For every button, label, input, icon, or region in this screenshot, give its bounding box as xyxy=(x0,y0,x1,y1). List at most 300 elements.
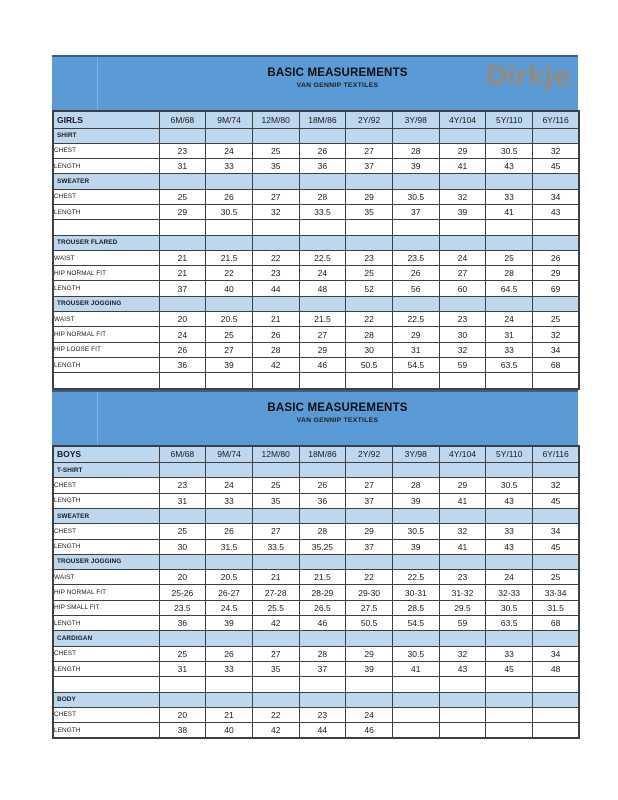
value-cell xyxy=(392,554,439,569)
value-cell: 37 xyxy=(346,539,393,554)
value-cell xyxy=(486,677,533,692)
row-label-cell: CHEST xyxy=(53,646,159,661)
measurement-row xyxy=(53,570,579,585)
value-cell: 56 xyxy=(392,281,439,296)
value-cell: 37 xyxy=(299,661,346,676)
row-label-cell: WAIST xyxy=(53,250,159,265)
value-cell: 28-29 xyxy=(299,585,346,600)
value-cell: 22.5 xyxy=(299,250,346,265)
empty-row xyxy=(53,373,579,389)
value-cell xyxy=(299,220,346,235)
girls-section xyxy=(52,55,578,390)
group-label-cell: BOYS xyxy=(53,446,159,463)
value-cell xyxy=(159,554,206,569)
value-cell: 32 xyxy=(439,646,486,661)
value-cell: 24 xyxy=(486,570,533,585)
value-cell xyxy=(486,235,533,250)
row-label-cell: LENGTH xyxy=(53,159,159,174)
size-column-header: 6M/68 xyxy=(159,111,206,128)
value-cell: 22 xyxy=(206,266,253,281)
value-cell: 29 xyxy=(159,204,206,219)
value-cell xyxy=(159,128,206,143)
value-cell: 39 xyxy=(346,661,393,676)
value-cell: 48 xyxy=(299,281,346,296)
value-cell: 31 xyxy=(392,342,439,357)
value-cell: 35 xyxy=(346,204,393,219)
value-cell: 30-31 xyxy=(392,585,439,600)
value-cell: 29 xyxy=(346,189,393,204)
section-row xyxy=(53,174,579,189)
value-cell: 34 xyxy=(533,189,580,204)
value-cell: 35 xyxy=(252,493,299,508)
measurement-row xyxy=(53,357,579,372)
value-cell xyxy=(392,677,439,692)
value-cell: 23 xyxy=(159,143,206,158)
value-cell xyxy=(346,631,393,646)
value-cell xyxy=(252,373,299,389)
value-cell: 41 xyxy=(439,493,486,508)
size-column-header: 18M/86 xyxy=(299,446,346,463)
value-cell: 48 xyxy=(533,661,580,676)
value-cell: 25-26 xyxy=(159,585,206,600)
row-label-cell: CHEST xyxy=(53,707,159,722)
value-cell: 33-34 xyxy=(533,585,580,600)
value-cell: 43 xyxy=(486,539,533,554)
section-row xyxy=(53,554,579,569)
value-cell xyxy=(392,128,439,143)
value-cell: 45 xyxy=(533,493,580,508)
value-cell: 26 xyxy=(206,189,253,204)
value-cell: 33 xyxy=(486,524,533,539)
value-cell: 31 xyxy=(486,327,533,342)
value-cell: 68 xyxy=(533,616,580,631)
value-cell: 24 xyxy=(439,250,486,265)
value-cell xyxy=(206,174,253,189)
value-cell: 29 xyxy=(346,646,393,661)
value-cell xyxy=(346,128,393,143)
value-cell: 23 xyxy=(252,266,299,281)
measurement-row xyxy=(53,539,579,554)
value-cell xyxy=(533,174,580,189)
row-label-cell: LENGTH xyxy=(53,661,159,676)
value-cell: 20 xyxy=(159,312,206,327)
dirkje-logo: Dirkje xyxy=(485,61,570,92)
section-row xyxy=(53,463,579,478)
value-cell: 35.25 xyxy=(299,539,346,554)
value-cell xyxy=(533,235,580,250)
value-cell: 25 xyxy=(533,312,580,327)
value-cell: 28 xyxy=(392,478,439,493)
value-cell xyxy=(486,128,533,143)
value-cell: 46 xyxy=(346,723,393,739)
value-cell: 33 xyxy=(206,661,253,676)
size-column-header: 9M/74 xyxy=(206,446,253,463)
value-cell xyxy=(392,174,439,189)
value-cell: 39 xyxy=(392,539,439,554)
value-cell xyxy=(159,508,206,523)
value-cell xyxy=(346,677,393,692)
value-cell: 26-27 xyxy=(206,585,253,600)
value-cell xyxy=(346,220,393,235)
value-cell xyxy=(299,631,346,646)
value-cell xyxy=(252,463,299,478)
value-cell xyxy=(486,554,533,569)
row-label-cell: BODY xyxy=(53,692,159,707)
row-label-cell: LENGTH xyxy=(53,357,159,372)
value-cell: 37 xyxy=(346,159,393,174)
value-cell xyxy=(252,220,299,235)
boys-measurements-table xyxy=(52,445,580,740)
value-cell: 22.5 xyxy=(392,312,439,327)
value-cell: 36 xyxy=(159,616,206,631)
value-cell: 27 xyxy=(439,266,486,281)
empty-row xyxy=(53,220,579,235)
value-cell: 43 xyxy=(486,159,533,174)
value-cell: 42 xyxy=(252,357,299,372)
value-cell xyxy=(206,677,253,692)
value-cell xyxy=(439,554,486,569)
value-cell: 60 xyxy=(439,281,486,296)
value-cell: 46 xyxy=(299,357,346,372)
value-cell xyxy=(392,463,439,478)
size-column-header: 5Y/110 xyxy=(486,111,533,128)
value-cell: 25 xyxy=(486,250,533,265)
value-cell xyxy=(252,692,299,707)
row-label-cell: TROUSER JOGGING xyxy=(53,296,159,311)
value-cell: 22 xyxy=(252,707,299,722)
value-cell xyxy=(346,174,393,189)
size-column-header: 2Y/92 xyxy=(346,111,393,128)
value-cell xyxy=(439,235,486,250)
banner-title: BASIC MEASUREMENTS xyxy=(267,67,408,79)
value-cell: 21 xyxy=(159,250,206,265)
measurement-row xyxy=(53,189,579,204)
value-cell: 36 xyxy=(299,159,346,174)
value-cell xyxy=(159,692,206,707)
measurement-row xyxy=(53,585,579,600)
measurement-row xyxy=(53,204,579,219)
value-cell: 44 xyxy=(252,281,299,296)
value-cell xyxy=(392,692,439,707)
value-cell xyxy=(159,174,206,189)
empty-row xyxy=(53,677,579,692)
value-cell: 22.5 xyxy=(392,570,439,585)
value-cell: 24.5 xyxy=(206,600,253,615)
value-cell: 28 xyxy=(299,524,346,539)
value-cell: 21 xyxy=(252,570,299,585)
value-cell: 33 xyxy=(486,646,533,661)
value-cell: 43 xyxy=(486,493,533,508)
value-cell xyxy=(206,296,253,311)
value-cell xyxy=(299,128,346,143)
measurement-row xyxy=(53,342,579,357)
row-label-cell: LENGTH xyxy=(53,204,159,219)
value-cell: 21.5 xyxy=(206,250,253,265)
size-column-header: 6Y/116 xyxy=(533,111,580,128)
value-cell: 26 xyxy=(206,524,253,539)
value-cell xyxy=(206,554,253,569)
value-cell: 29.5 xyxy=(439,600,486,615)
value-cell xyxy=(486,692,533,707)
value-cell xyxy=(159,631,206,646)
section-row xyxy=(53,692,579,707)
size-column-header: 12M/80 xyxy=(252,111,299,128)
row-label-cell: HIP LOOSE FIT xyxy=(53,342,159,357)
value-cell: 29 xyxy=(439,478,486,493)
value-cell: 45 xyxy=(486,661,533,676)
row-label-cell: CHEST xyxy=(53,143,159,158)
value-cell: 30.5 xyxy=(206,204,253,219)
value-cell xyxy=(392,296,439,311)
value-cell: 23 xyxy=(159,478,206,493)
value-cell: 29 xyxy=(346,524,393,539)
row-label-cell: TROUSER JOGGING xyxy=(53,554,159,569)
value-cell: 36 xyxy=(159,357,206,372)
value-cell: 25 xyxy=(252,478,299,493)
size-column-header: 12M/80 xyxy=(252,446,299,463)
value-cell: 26 xyxy=(392,266,439,281)
value-cell: 32 xyxy=(439,342,486,357)
row-label-cell: HIP NORMAL FIT xyxy=(53,266,159,281)
value-cell xyxy=(392,631,439,646)
value-cell: 34 xyxy=(533,524,580,539)
size-column-header: 5Y/110 xyxy=(486,446,533,463)
value-cell: 20.5 xyxy=(206,570,253,585)
row-label-cell: CHEST xyxy=(53,478,159,493)
value-cell: 42 xyxy=(252,723,299,739)
value-cell: 63.5 xyxy=(486,357,533,372)
value-cell xyxy=(533,463,580,478)
value-cell: 36 xyxy=(299,493,346,508)
size-column-header: 3Y/98 xyxy=(392,111,439,128)
value-cell: 43 xyxy=(439,661,486,676)
section-row xyxy=(53,235,579,250)
row-label-cell: LENGTH xyxy=(53,493,159,508)
measurement-row xyxy=(53,524,579,539)
value-cell xyxy=(346,692,393,707)
value-cell: 29 xyxy=(533,266,580,281)
banner-subtitle: VAN GENNIP TEXTILES xyxy=(296,416,379,424)
value-cell xyxy=(252,631,299,646)
value-cell: 28 xyxy=(299,646,346,661)
value-cell: 50.5 xyxy=(346,616,393,631)
value-cell: 29 xyxy=(439,143,486,158)
value-cell: 34 xyxy=(533,342,580,357)
value-cell xyxy=(206,463,253,478)
value-cell: 25 xyxy=(206,327,253,342)
value-cell: 32 xyxy=(252,204,299,219)
value-cell: 39 xyxy=(392,493,439,508)
value-cell: 30 xyxy=(346,342,393,357)
value-cell xyxy=(486,373,533,389)
value-cell: 29-30 xyxy=(346,585,393,600)
section-row xyxy=(53,508,579,523)
value-cell xyxy=(439,723,486,739)
value-cell: 39 xyxy=(439,204,486,219)
value-cell xyxy=(392,707,439,722)
value-cell: 69 xyxy=(533,281,580,296)
value-cell: 27 xyxy=(346,143,393,158)
row-label-cell: SWEATER xyxy=(53,508,159,523)
value-cell xyxy=(392,220,439,235)
measurement-row xyxy=(53,327,579,342)
value-cell: 21 xyxy=(159,266,206,281)
value-cell xyxy=(392,235,439,250)
row-label-cell: HIP NORMAL FIT xyxy=(53,327,159,342)
value-cell xyxy=(346,554,393,569)
value-cell: 40 xyxy=(206,723,253,739)
value-cell: 27 xyxy=(252,646,299,661)
value-cell: 64.5 xyxy=(486,281,533,296)
value-cell: 52 xyxy=(346,281,393,296)
value-cell: 28 xyxy=(486,266,533,281)
value-cell xyxy=(252,296,299,311)
value-cell: 25 xyxy=(533,570,580,585)
value-cell: 22 xyxy=(252,250,299,265)
value-cell: 30 xyxy=(439,327,486,342)
value-cell: 42 xyxy=(252,616,299,631)
value-cell xyxy=(439,677,486,692)
value-cell xyxy=(346,508,393,523)
value-cell xyxy=(439,296,486,311)
value-cell: 28 xyxy=(252,342,299,357)
value-cell: 31.5 xyxy=(533,600,580,615)
row-label-cell: CHEST xyxy=(53,189,159,204)
measurement-row xyxy=(53,723,579,739)
value-cell xyxy=(439,220,486,235)
value-cell xyxy=(299,554,346,569)
value-cell: 37 xyxy=(159,281,206,296)
value-cell xyxy=(206,220,253,235)
value-cell: 20.5 xyxy=(206,312,253,327)
girls-measurements-table xyxy=(52,110,580,390)
section-row xyxy=(53,128,579,143)
measurement-row xyxy=(53,478,579,493)
value-cell: 30.5 xyxy=(392,646,439,661)
value-cell xyxy=(533,373,580,389)
section-row xyxy=(53,296,579,311)
value-cell xyxy=(206,692,253,707)
value-cell: 33.5 xyxy=(299,204,346,219)
size-chart-sheet xyxy=(52,55,578,739)
value-cell xyxy=(439,692,486,707)
size-header-row xyxy=(53,111,579,128)
value-cell: 35 xyxy=(252,661,299,676)
boys-section xyxy=(52,390,578,740)
measurement-row xyxy=(53,707,579,722)
value-cell: 23 xyxy=(439,312,486,327)
value-cell xyxy=(159,220,206,235)
value-cell: 32 xyxy=(439,189,486,204)
value-cell xyxy=(439,707,486,722)
value-cell: 30.5 xyxy=(392,189,439,204)
value-cell: 33 xyxy=(486,189,533,204)
value-cell: 35 xyxy=(252,159,299,174)
value-cell: 26 xyxy=(206,646,253,661)
value-cell xyxy=(486,723,533,739)
row-label-cell: WAIST xyxy=(53,312,159,327)
value-cell: 32 xyxy=(533,143,580,158)
value-cell: 31-32 xyxy=(439,585,486,600)
value-cell xyxy=(439,174,486,189)
measurement-row xyxy=(53,281,579,296)
value-cell: 30.5 xyxy=(486,143,533,158)
value-cell: 46 xyxy=(299,616,346,631)
row-label-cell xyxy=(53,373,159,389)
value-cell: 24 xyxy=(299,266,346,281)
row-label-cell xyxy=(53,220,159,235)
row-label-cell: WAIST xyxy=(53,570,159,585)
size-column-header: 9M/74 xyxy=(206,111,253,128)
value-cell xyxy=(346,235,393,250)
row-label-cell: CARDIGAN xyxy=(53,631,159,646)
value-cell: 39 xyxy=(392,159,439,174)
value-cell: 23 xyxy=(299,707,346,722)
row-label-cell: SHIRT xyxy=(53,128,159,143)
value-cell: 26.5 xyxy=(299,600,346,615)
value-cell xyxy=(299,174,346,189)
value-cell: 28.5 xyxy=(392,600,439,615)
value-cell: 20 xyxy=(159,707,206,722)
value-cell: 20 xyxy=(159,570,206,585)
value-cell xyxy=(533,554,580,569)
value-cell xyxy=(299,508,346,523)
value-cell xyxy=(486,174,533,189)
value-cell: 25 xyxy=(159,524,206,539)
value-cell: 30.5 xyxy=(486,600,533,615)
row-label-cell: CHEST xyxy=(53,524,159,539)
value-cell xyxy=(159,463,206,478)
value-cell: 32 xyxy=(533,478,580,493)
value-cell: 25 xyxy=(252,143,299,158)
value-cell xyxy=(392,373,439,389)
value-cell xyxy=(439,631,486,646)
value-cell: 23.5 xyxy=(392,250,439,265)
value-cell: 23 xyxy=(439,570,486,585)
value-cell: 30.5 xyxy=(486,478,533,493)
value-cell xyxy=(159,296,206,311)
section-row xyxy=(53,631,579,646)
row-label-cell: HIP NORMAL FIT xyxy=(53,585,159,600)
value-cell xyxy=(533,631,580,646)
value-cell: 24 xyxy=(486,312,533,327)
size-column-header: 6Y/116 xyxy=(533,446,580,463)
value-cell: 33 xyxy=(206,493,253,508)
value-cell xyxy=(533,707,580,722)
value-cell xyxy=(486,463,533,478)
value-cell: 31 xyxy=(159,493,206,508)
value-cell xyxy=(346,463,393,478)
value-cell xyxy=(252,128,299,143)
value-cell: 21 xyxy=(252,312,299,327)
value-cell xyxy=(533,296,580,311)
size-column-header: 6M/68 xyxy=(159,446,206,463)
measurement-row xyxy=(53,661,579,676)
row-label-cell: SWEATER xyxy=(53,174,159,189)
value-cell xyxy=(439,128,486,143)
value-cell xyxy=(486,508,533,523)
value-cell: 24 xyxy=(159,327,206,342)
value-cell: 28 xyxy=(346,327,393,342)
value-cell: 59 xyxy=(439,616,486,631)
value-cell: 25.5 xyxy=(252,600,299,615)
value-cell xyxy=(252,235,299,250)
girls-banner xyxy=(52,55,578,110)
value-cell: 23.5 xyxy=(159,600,206,615)
value-cell: 24 xyxy=(346,707,393,722)
value-cell: 26 xyxy=(299,143,346,158)
group-label-cell: GIRLS xyxy=(53,111,159,128)
